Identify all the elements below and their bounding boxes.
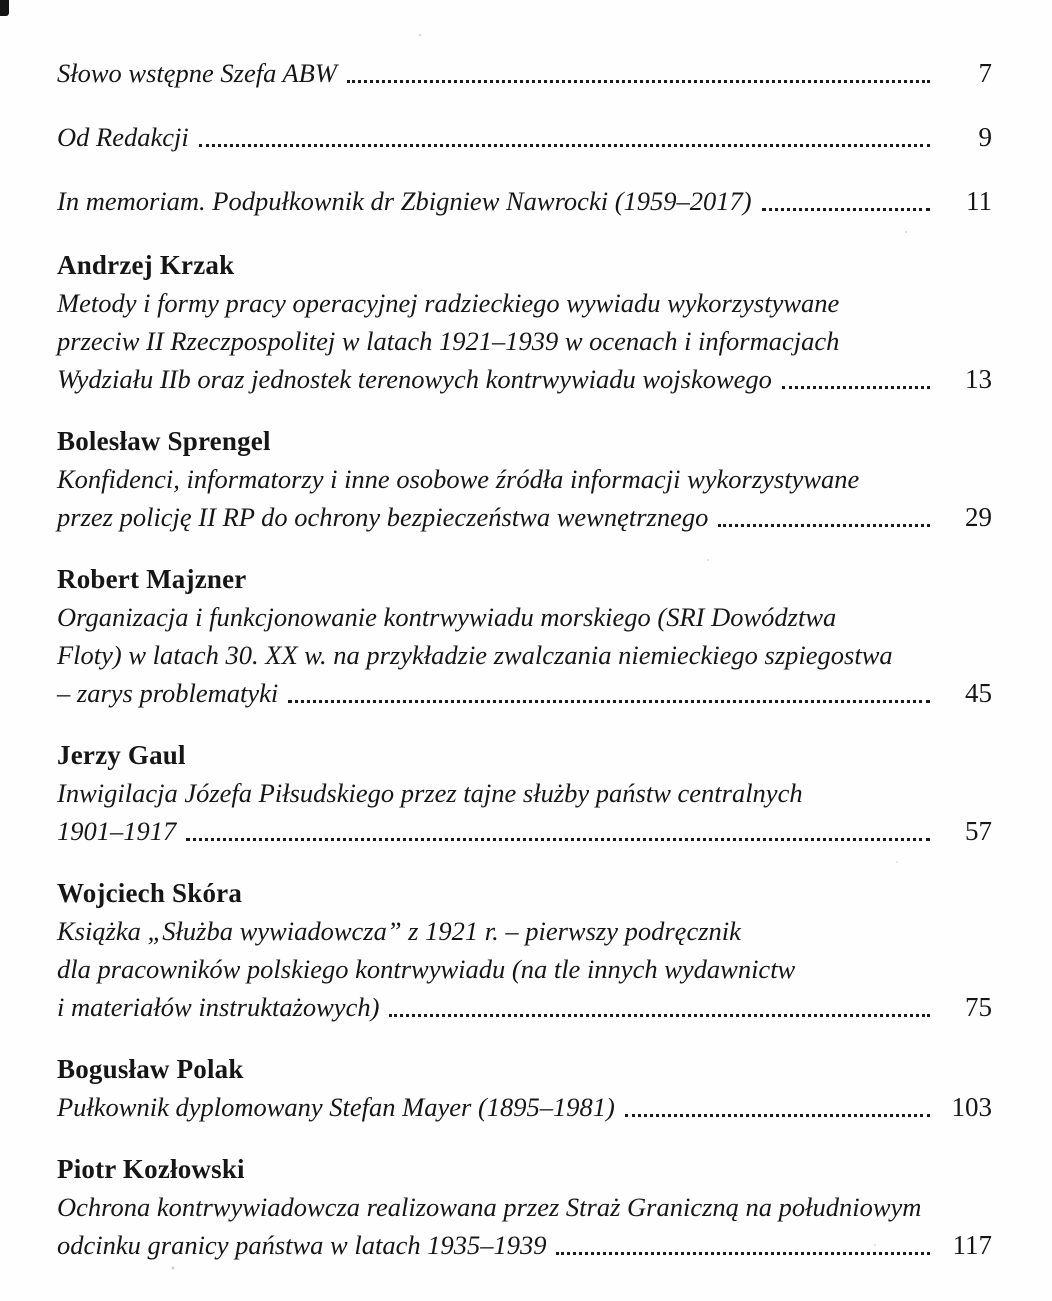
toc-line-text: Floty) w latach 30. XX w. na przykładzie zwalczania niemieckiego szpiegostwa: [57, 640, 893, 670]
toc-line: [57, 774, 992, 812]
dot-leader: [288, 700, 930, 703]
toc-entry: [57, 118, 992, 156]
toc-line-with-page: [57, 988, 992, 1026]
toc-line-text: Inwigilacja Józefa Piłsudskiego przez tajne służby państw centralnych: [57, 778, 803, 808]
toc-entry-author: Robert Majzner: [57, 564, 247, 594]
toc-entry-title: [57, 1088, 992, 1126]
toc-line-text: Organizacja i funkcjonowanie kontrwywiadu morskiego (SRI Dowództwa: [57, 602, 837, 632]
dot-leader: [762, 208, 930, 211]
toc-line-text: Pułkownik dyplomowany Stefan Mayer (1895–1981): [57, 1092, 615, 1122]
toc-entry-author: Bogusław Polak: [57, 1054, 244, 1084]
toc-line-text: odcinku granicy państwa w latach 1935–1939: [57, 1230, 547, 1260]
toc-line-with-page: [57, 1088, 992, 1126]
toc-entry-title: [57, 912, 992, 1026]
toc-entry: [57, 1050, 992, 1126]
toc-line-text: Konfidenci, informatorzy i inne osobowe źródła informacji wykorzystywane: [57, 464, 860, 494]
toc-entry-title: [57, 118, 992, 156]
toc-line-text: Od Redakcji: [57, 122, 189, 152]
toc-page-number: 75: [965, 992, 992, 1022]
toc-entry-author: Jerzy Gaul: [57, 740, 186, 770]
toc-entry: [57, 182, 992, 220]
toc-page-number: 11: [966, 186, 992, 216]
dot-leader: [556, 1252, 930, 1255]
toc-page-number: 117: [952, 1230, 992, 1260]
toc-line-with-page: [57, 1226, 992, 1264]
toc-line-text: i materiałów instruktażowych): [57, 992, 380, 1022]
toc-entry-author: Piotr Kozłowski: [57, 1154, 245, 1184]
toc-line: [57, 460, 992, 498]
dot-leader: [199, 144, 930, 147]
toc-line-text: – zarys problematyki: [57, 678, 279, 708]
toc-entry-title: [57, 460, 992, 536]
toc-page-number: 29: [965, 502, 992, 532]
toc-line-with-page: [57, 812, 992, 850]
dot-leader: [347, 80, 930, 83]
toc-entry-title: [57, 182, 992, 220]
toc-line-text: przez policję II RP do ochrony bezpieczeństwa wewnętrznego: [57, 502, 709, 532]
toc-entry: [57, 736, 992, 850]
toc-line-text: Książka „Służba wywiadowcza” z 1921 r. – pierwszy podręcznik: [57, 916, 741, 946]
toc-line-text: dla pracowników polskiego kontrwywiadu (na tle innych wydawnictw: [57, 954, 796, 984]
toc-page-number: 103: [951, 1092, 992, 1122]
toc-page-number: 45: [965, 678, 992, 708]
toc-line-text: przeciw II Rzeczpospolitej w latach 1921–1939 w ocenach i informacjach: [57, 326, 840, 356]
toc-page-number: 13: [965, 364, 992, 394]
toc-line-with-page: [57, 182, 992, 220]
toc-entry-title: [57, 598, 992, 712]
toc-entry-author: Wojciech Skóra: [57, 878, 243, 908]
toc-page-number: 57: [965, 816, 992, 846]
toc-entry-title: [57, 774, 992, 850]
toc-line-text: Słowo wstępne Szefa ABW: [57, 58, 337, 88]
toc-line-text: In memoriam. Podpułkownik dr Zbigniew Nawrocki (1959–2017): [57, 186, 752, 216]
toc-line-with-page: [57, 498, 992, 536]
toc-entry: [57, 1150, 992, 1264]
dot-leader: [718, 524, 930, 527]
toc-line: [57, 598, 992, 636]
toc-entry-title: [57, 284, 992, 398]
toc-line: [57, 636, 992, 674]
toc-line-with-page: [57, 674, 992, 712]
toc-entry: [57, 54, 992, 92]
toc-line: [57, 912, 992, 950]
toc-line-text: Metody i formy pracy operacyjnej radzieckiego wywiadu wykorzystywane: [57, 288, 840, 318]
toc-entry: [57, 560, 992, 712]
toc-entry-author: Andrzej Krzak: [57, 250, 235, 280]
toc-page-number: 9: [978, 122, 992, 152]
dot-leader: [625, 1114, 930, 1117]
dot-leader: [186, 838, 930, 841]
dot-leader: [389, 1014, 930, 1017]
toc-entry-title: [57, 54, 992, 92]
toc-line: [57, 950, 992, 988]
dot-leader: [782, 386, 930, 389]
toc-line-text: 1901–1917: [57, 816, 177, 846]
toc-entry-author: Bolesław Sprengel: [57, 426, 271, 456]
toc-entries: [57, 54, 992, 1264]
toc-line-with-page: [57, 360, 992, 398]
toc-line-text: Ochrona kontrwywiadowcza realizowana przez Straż Graniczną na południowym: [57, 1192, 922, 1222]
toc-entry-title: [57, 1188, 992, 1264]
toc-page-number: 7: [978, 58, 992, 88]
scan-artifact: [0, 0, 9, 16]
toc-entry: [57, 874, 992, 1026]
toc-line-with-page: [57, 118, 992, 156]
toc-line-with-page: [57, 54, 992, 92]
toc-line-text: Wydziału IIb oraz jednostek terenowych kontrwywiadu wojskowego: [57, 364, 772, 394]
toc-entry: [57, 246, 992, 398]
toc-line: [57, 1188, 992, 1226]
toc-line: [57, 322, 992, 360]
toc-entry: [57, 422, 992, 536]
toc-line: [57, 284, 992, 322]
